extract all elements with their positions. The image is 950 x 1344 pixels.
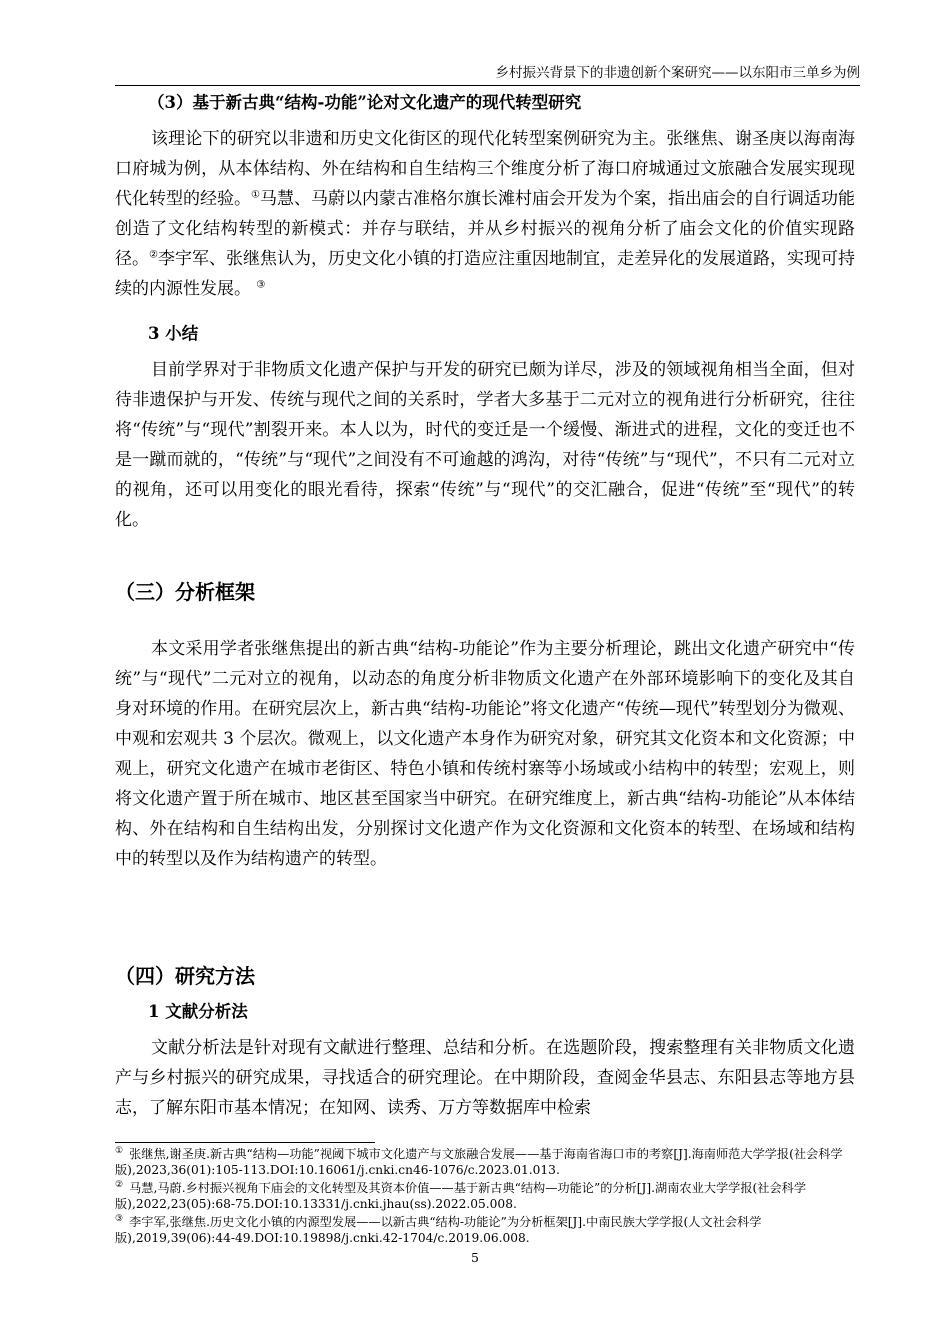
footnote-2-text: 马慧,马蔚.乡村振兴视角下庙会的文化转型及其资本价值——基于新古典“结构—功能论”的分析[J].湖南农业大学学报(社会科学版),2022,23(05):68-75.DOI:10.13331/j.cnki.jhau(ss).2022.05.008. [115,1181,807,1211]
running-header: 乡村振兴背景下的非遗创新个案研究——以东阳市三单乡为例 [495,65,860,81]
subsection-heading-3: （3）基于新古典“结构-功能”论对文化遗产的现代转型研究 [148,93,582,112]
summary-heading: 3 小结 [148,324,199,343]
footnote-2-mark: ② [115,1179,124,1190]
framework-paragraph: 本文采用学者张继焦提出的新古典“结构-功能论”作为主要分析理论，跳出文化遗产研究中“传统”与“现代”二元对立的视角，以动态的角度分析非物质文化遗产在外部环境影响下的变化及其自身对环境的作用。在研究层次上，新古典“结构-功能论”将文化遗产“传统—现代”转型划分为微观、中观和宏观共 3 个层次。微观上，以文化遗产本身作为研究对象，研究其文化资本和文化资源；中观上，研究文化遗产在城市老街区、特色小镇和传统村寨等小场域或小结构中的转型；宏观上，则将文化遗产置于所在城市、地区甚至国家当中研究。在研究维度上，新古典“结构-功能论”从本体结构、外在结构和自生结构出发，分别探讨文化遗产作为文化资源和文化资本的转型、在场域和结构中的转型以及作为结构遗产的转型。 [115,639,855,869]
footnote-ref-3[interactable]: ③ [256,279,266,291]
footnote-ref-1[interactable]: ① [251,189,260,201]
literature-method-paragraph: 文献分析法是针对现有文献进行整理、总结和分析。在选题阶段，搜索整理有关非物质文化遗产与乡村振兴的研究成果，寻找适合的研究理论。在中期阶段，查阅金华县志、东阳县志等地方县志，了解东阳市基本情况；在知网、读秀、万方等数据库中检索 [115,1038,855,1118]
footnote-1-mark: ① [115,1145,124,1156]
methods-heading: （四）研究方法 [115,964,255,988]
paragraph-part-b: 马慧、马蔚以内蒙古准格尔旗长滩村庙会开发为个案，指出庙会的自行调适功能创造了文化结构转型的新模式：并存与联结，并从乡村振兴的视角分析了庙会文化的价值实现路径。 [115,189,856,269]
paragraph-structure-function-research [115,124,855,304]
footnote-3-mark: ③ [115,1213,124,1224]
footnote-2 [115,1180,860,1212]
page-number: 5 [471,1250,479,1265]
footnote-3-text: 李宇军,张继焦.历史文化小镇的内源型发展——以新古典“结构-功能论”为分析框架[J].中南民族大学学报(人文社会科学版),2019,39(06):44-49.DOI:10.19898/j.cnki.42-1704/c.2019.06.008. [115,1215,762,1245]
paragraph-part-c: 李宇军、张继焦认为，历史文化小镇的打造应注重因地制宜，走差异化的发展道路，实现可持续的内源性发展。 [115,249,856,299]
footnote-separator [115,1142,375,1143]
footnote-3 [115,1214,860,1246]
paragraph-part-a: 该理论下的研究以非遗和历史文化街区的现代化转型案例研究为主。张继焦、谢圣庚以海南海口府城为例，从本体结构、外在结构和自生结构三个维度分析了海口府城通过文旅融合发展实现现代化转型的经验。 [115,129,855,209]
footnote-1-text: 张继焦,谢圣庚.新古典“结构—功能”视阈下城市文化遗产与文旅融合发展——基于海南省海口市的考察[J].海南师范大学学报(社会科学版),2023,36(01):105-113.DOI:10.16061/j.cnki.cn46-1076/c.2023.01.013. [115,1147,843,1177]
framework-heading: （三）分析框架 [115,580,255,604]
header-rule [115,85,860,86]
literature-method-heading: 1 文献分析法 [148,1002,248,1021]
footnote-ref-2[interactable]: ② [149,249,158,261]
footnote-1 [115,1146,860,1178]
summary-paragraph: 目前学界对于非物质文化遗产保护与开发的研究已颇为详尽，涉及的领域视角相当全面，但对待非遗保护与开发、传统与现代之间的关系时，学者大多基于二元对立的视角进行分析研究，往往将“传统”与“现代”割裂开来。本人以为，时代的变迁是一个缓慢、渐进式的进程，文化的变迁也不是一蹴而就的，“传统”与“现代”之间没有不可逾越的鸿沟，对待“传统”与“现代”，不只有二元对立的视角，还可以用变化的眼光看待，探索“传统”与“现代”的交汇融合，促进“传统”至“现代”的转化。 [115,360,855,530]
